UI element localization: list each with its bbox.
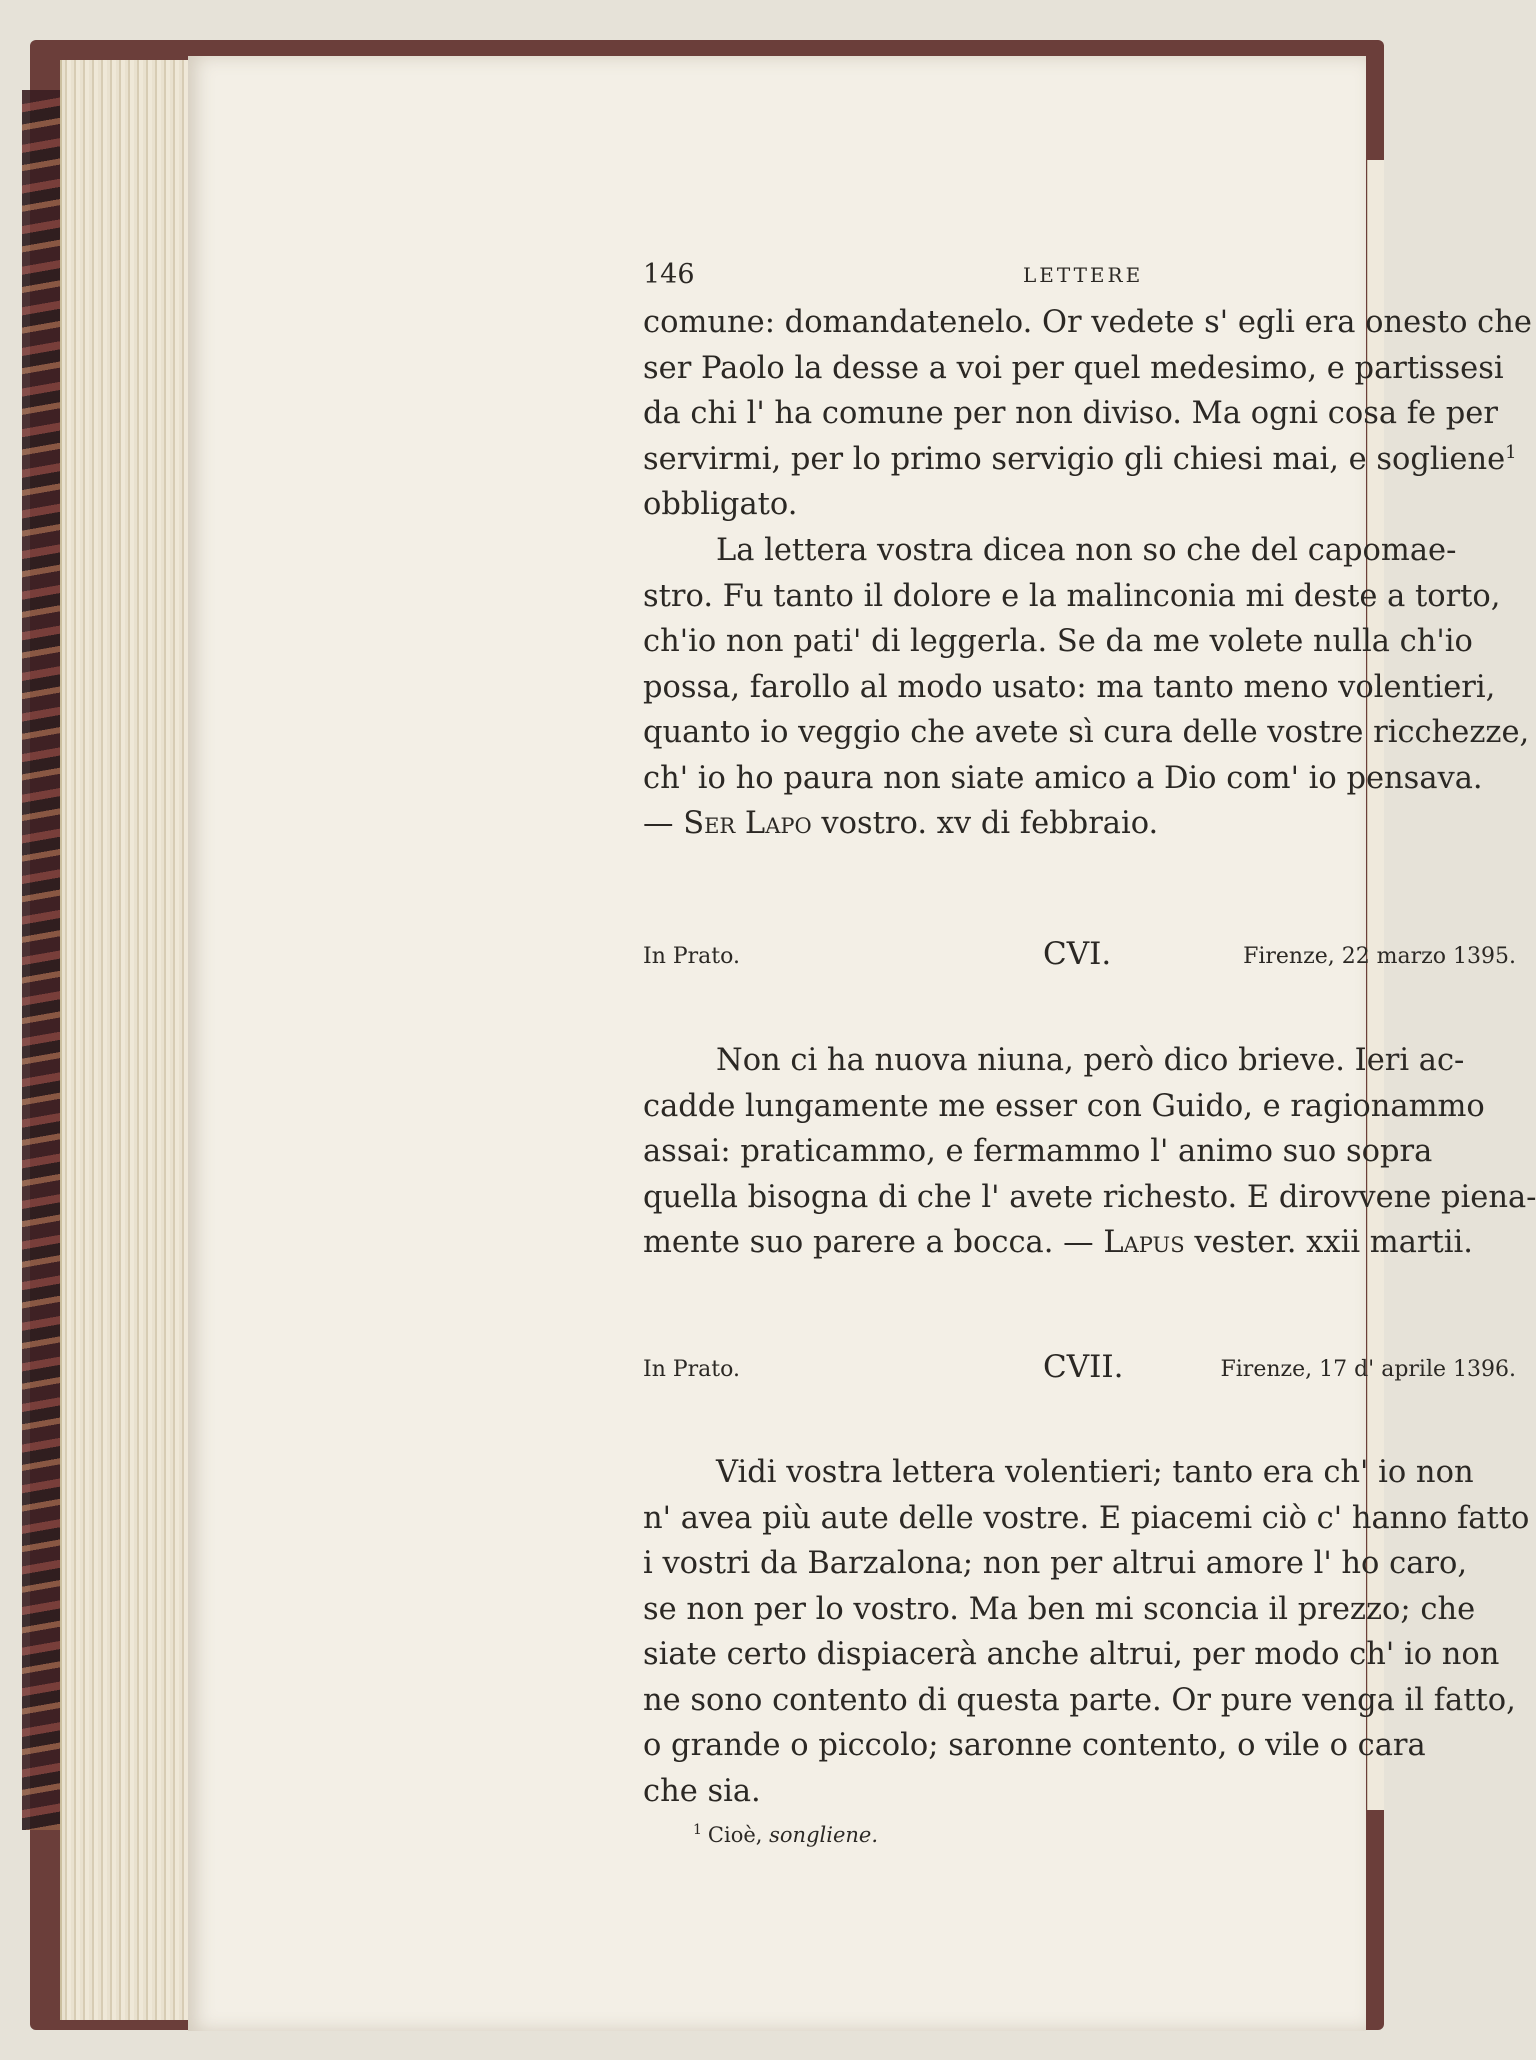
page-edges [60, 60, 192, 2020]
paragraph-2 [643, 528, 1530, 847]
signature-name: Lapus [1103, 1225, 1185, 1260]
text-line: quella bisogna di che l' avete richesto. E dirovvene piena- [643, 1179, 1536, 1215]
signature-line: — Ser Lapo vostro. xv di febbraio. [643, 806, 1159, 841]
text-line: ch'io non pati' di leggerla. Se da me volete nulla ch'io [643, 624, 1473, 659]
paragraph-4 [643, 1450, 1530, 1814]
letter-number: CVII. [1043, 1349, 1124, 1385]
text-line: che sia. [643, 1773, 761, 1809]
text-line: ser Paolo la desse a voi per quel medesimo, e partissesi [643, 350, 1504, 386]
page-number: 146 [643, 259, 695, 290]
text-line: stro. Fu tanto il dolore e la malinconia mi deste a torto, [643, 578, 1501, 614]
letter-heading-106 [643, 936, 1516, 976]
paragraph-1 [643, 300, 1532, 528]
text-line: possa, farollo al modo usato: ma tanto meno volentieri, [643, 669, 1496, 705]
footnote-marker: 1 [1505, 441, 1517, 463]
footnote: $^1$ Cioè, songliene. [693, 1822, 879, 1847]
text-line: o grande o piccolo; saronne contento, o vile o cara [643, 1728, 1426, 1763]
letter-date: Firenze, 17 d' aprile 1396. [1220, 1357, 1516, 1382]
signature-name: Ser Lapo [683, 806, 812, 841]
letter-number: CVI. [1043, 936, 1112, 972]
text-line: quanto io veggio che avete sì cura delle vostre ricchezze, [643, 715, 1530, 750]
text-line: se non per lo vostro. Ma ben mi sconcia il prezzo; che [643, 1591, 1476, 1627]
footnote-italic: songliene. [769, 1823, 879, 1847]
text-line: siate certo dispiacerà anche altrui, per modo ch' io non [643, 1637, 1500, 1672]
footnote-number: 1 [693, 1822, 702, 1838]
text-line: Vidi vostra lettera volentieri; tanto era ch' io non [716, 1455, 1474, 1490]
text-line: assai: praticammo, e fermammo l' animo suo sopra [643, 1134, 1433, 1169]
letter-place: In Prato. [643, 944, 740, 969]
letter-place: In Prato. [643, 1357, 740, 1382]
text-line: La lettera vostra dicea non so che del capomae- [716, 533, 1457, 568]
text-line: n' avea più aute delle vostre. E piacemi ciò c' hanno fatto [643, 1500, 1530, 1536]
book-page [188, 56, 1536, 2031]
text-line: ne sono contento di questa parte. Or pure venga il fatto, [643, 1682, 1516, 1718]
running-head [643, 259, 1516, 293]
signature-line: mente suo parere a bocca. — Lapus vester. xxii martii. [643, 1225, 1473, 1260]
text-line: da chi l' ha comune per non diviso. Ma ogni cosa fe per [643, 396, 1498, 431]
letter-date: Firenze, 22 marzo 1395. [1243, 944, 1516, 969]
text-line: ch' io ho paura non siate amico a Dio com' io pensava. [643, 760, 1483, 796]
text-line: i vostri da Barzalona; non per altrui amore l' ho caro, [643, 1546, 1468, 1581]
paragraph-3 [643, 1038, 1536, 1266]
text-line: obbligato. [643, 487, 798, 522]
text-line: comune: domandatenelo. Or vedete s' egli era onesto che [643, 305, 1532, 340]
text-line: Non ci ha nuova niuna, però dico brieve. Ieri ac- [716, 1043, 1465, 1078]
text-line: servirmi, per lo primo servigio gli chiesi mai, e sogliene$^1$ [643, 441, 1517, 477]
letter-heading-107 [643, 1349, 1516, 1389]
running-title: LETTERE [1023, 263, 1144, 287]
text-line: cadde lungamente me esser con Guido, e ragionammo [643, 1088, 1485, 1124]
